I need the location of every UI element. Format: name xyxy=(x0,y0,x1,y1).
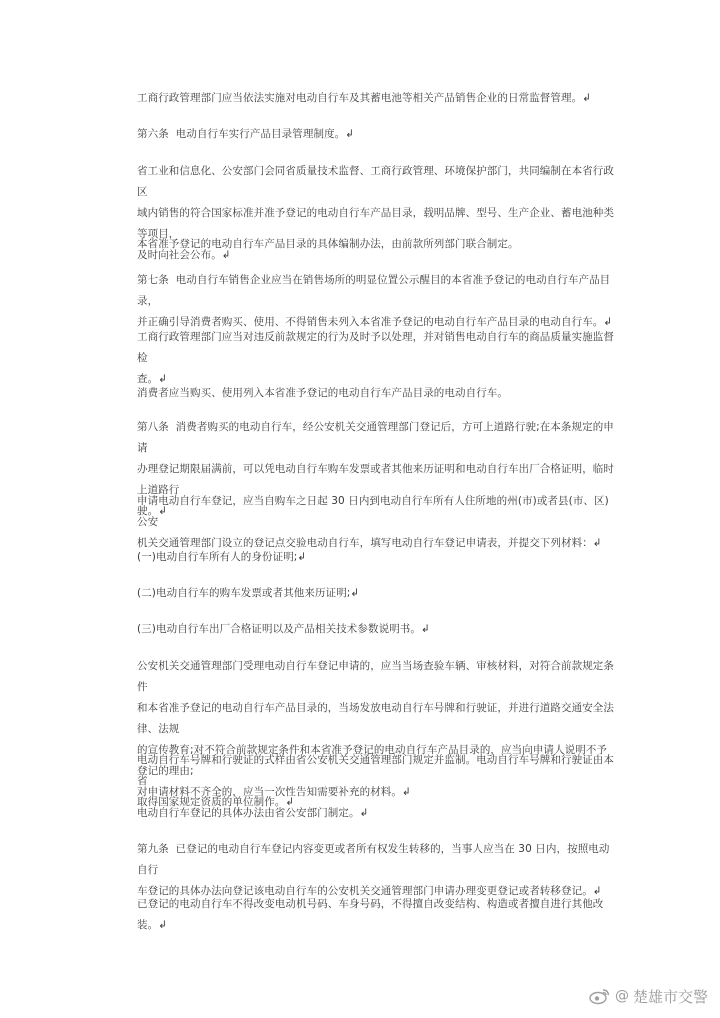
paragraph-14: 电动自行车号牌和行驶证的式样由省公安机关交通管理部门规定并监制。电动自行车号牌和行驶证由本省 取得国家规定资质的单位制作。↲ xyxy=(137,754,614,808)
paragraph-16: 第九条 已登记的电动自行车登记内容变更或者所有权发生转移的，当事人应当在 30 日内，按照电动自行 车登记的具体办法向登记该电动自行车的公安机关交通管理部门申请办理变更登记或者转移登记。↲ xyxy=(137,843,610,897)
paragraph-17: 已登记的电动自行车不得改变电动机号码、车身号码，不得擅自改变结构、构造或者擅自进行其他改装。↲ xyxy=(137,898,604,931)
paragraph-2: 第六条 电动自行车实行产品目录管理制度。↲ xyxy=(137,128,355,140)
paragraph-1: 工商行政管理部门应当依法实施对电动自行车及其蓄电池等相关产品销售企业的日常监督管理。↲ xyxy=(137,92,592,104)
paragraph-12: (三)电动自行车出厂合格证明以及产品相关技术参数说明书。↲ xyxy=(137,623,430,635)
paragraph-8: 第八条 消费者购买的电动自行车，经公安机关交通管理部门登记后，方可上道路行驶;在本条规定的申请 办理登记期限届满前，可以凭电动自行车购车发票或者其他来历证明和电动自行车出厂合格证明，临时上道路行 驶。↲ xyxy=(137,421,614,517)
watermark-at: @ xyxy=(614,988,629,1004)
paragraph-13: 公安机关交通管理部门受理电动自行车登记申请的，应当当场查验车辆、审核材料，对符合前款规定条件 和本省准予登记的电动自行车产品目录的，当场发放电动自行车号牌和行驶证，并进行道路交通安全法律、法规 的宣传教育;对不符合前款规定条件和本省准予登记的电动自行车产品目录的，应当向申请人说明不予登记的理由; 对申请材料不齐全的，应当一次性告知需要补充的材料。↲ xyxy=(137,660,614,798)
paragraph-6: 工商行政管理部门应当对违反前款规定的行为及时予以处理，并对销售电动自行车的商品质量实施监督检 查。↲ xyxy=(137,331,614,385)
paragraph-7: 消费者应当购买、使用列入本省准予登记的电动自行车产品目录的电动自行车。 xyxy=(137,387,508,399)
paragraph-9: 申请电动自行车登记，应当自购车之日起 30 日内到电动自行车所有人住所地的州(市)或者县(市、区)公安 机关交通管理部门设立的登记点交验电动自行车，填写电动自行车登记申请表，并提交下列材料：↲ xyxy=(137,495,609,549)
weibo-icon xyxy=(589,987,611,1005)
weibo-watermark xyxy=(589,984,708,1008)
paragraph-15: 电动自行车登记的具体办法由省公安部门制定。↲ xyxy=(137,807,369,819)
paragraph-5: 第七条 电动自行车销售企业应当在销售场所的明显位置公示醒目的本省准予登记的电动自行车产品目录， 并正确引导消费者购买、使用、不得销售未列入本省准予登记的电动自行车产品目录的电动自行车。↲ xyxy=(137,274,613,328)
paragraph-10: (一)电动自行车所有人的身份证明;↲ xyxy=(137,551,307,563)
watermark-account: 楚雄市交警 xyxy=(632,987,708,1006)
paragraph-3: 省工业和信息化、公安部门会同省质量技术监督、工商行政管理、环境保护部门，共同编制在本省行政区 域内销售的符合国家标准并准予登记的电动自行车产品目录，载明品牌、型号、生产企业、蓄电池种类等项目， 及时向社会公布。↲ xyxy=(137,165,614,261)
paragraph-11: (二)电动自行车的购车发票或者其他来历证明;↲ xyxy=(137,587,360,599)
paragraph-4: 本省准予登记的电动自行车产品目录的具体编制办法，由前款所列部门联合制定。 xyxy=(137,238,519,250)
